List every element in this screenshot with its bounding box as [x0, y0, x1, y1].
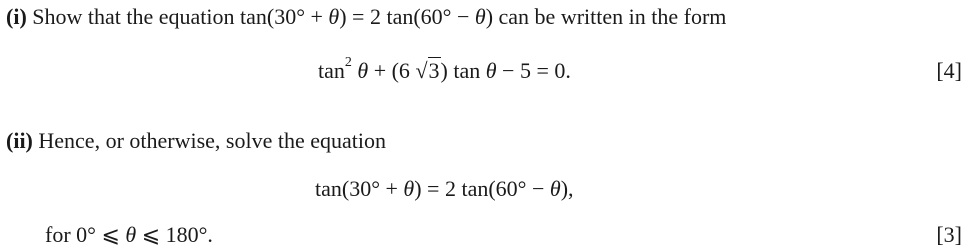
- range-end: ⩽ 180°.: [136, 222, 213, 247]
- theta-symbol: θ: [403, 176, 415, 201]
- theta-symbol: θ: [125, 222, 137, 247]
- theta-symbol: θ: [328, 4, 340, 29]
- part-i-statement: [6, 6, 726, 28]
- theta-symbol: θ: [485, 58, 497, 83]
- eq-tan: tan: [318, 58, 345, 83]
- sqrt-expression: [415, 60, 440, 82]
- sqrt-sign: √: [415, 58, 428, 83]
- eq-after-sqrt: ) tan: [440, 58, 486, 83]
- part-i-text-before: Show that the equation tan(30° +: [32, 4, 329, 29]
- eq-end: − 5 = 0.: [496, 58, 571, 83]
- eq-square-exponent: 2: [344, 55, 352, 70]
- eq2-start: tan(30° +: [315, 176, 404, 201]
- part-i-label: (i): [6, 4, 27, 29]
- eq2-mid: ) = 2 tan(60° −: [414, 176, 550, 201]
- part-ii-range: [45, 224, 213, 246]
- part-i-text-after: ) can be written in the form: [485, 4, 727, 29]
- eq-mid: + (6: [368, 58, 416, 83]
- part-ii-text: Hence, or otherwise, solve the equation: [38, 128, 386, 153]
- theta-symbol: θ: [351, 58, 369, 83]
- part-i-marks: [4]: [936, 58, 962, 83]
- part-ii-marks: [3]: [936, 222, 962, 247]
- range-start: for 0° ⩽: [45, 222, 126, 247]
- eq2-end: ),: [560, 176, 574, 201]
- part-i-equation: [318, 55, 571, 83]
- sqrt-radicand: 3: [428, 58, 440, 83]
- part-ii-statement: [6, 130, 386, 152]
- part-i-text-mid: ) = 2 tan(60° −: [339, 4, 475, 29]
- part-ii-label: (ii): [6, 128, 33, 153]
- theta-symbol: θ: [474, 4, 486, 29]
- theta-symbol: θ: [549, 176, 561, 201]
- part-ii-equation: [315, 178, 574, 200]
